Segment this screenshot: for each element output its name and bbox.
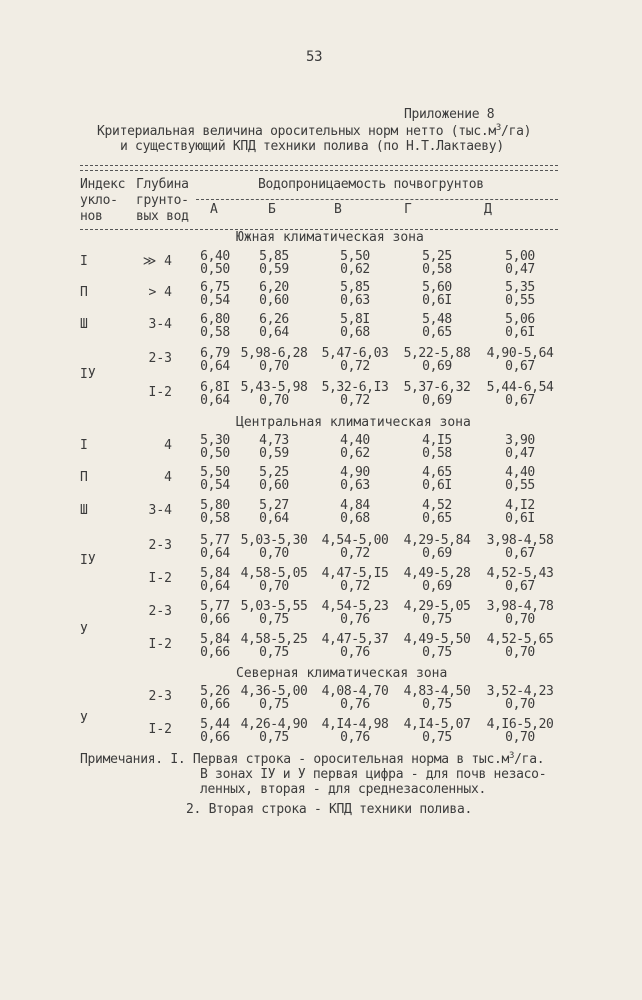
appendix-label: Приложение 8 [404,107,495,122]
cell-kpd: 0,75 [259,697,289,712]
cell-norm: 4,I4-4,98 [321,717,389,732]
cell-kpd: 0,58 [200,511,230,526]
cell-norm: 5,84 [200,566,230,581]
cell-kpd: 0,59 [259,262,289,277]
cell-kpd: 0,62 [340,262,370,277]
cell-kpd: 0,76 [340,697,370,712]
notes-line2: В зонах IУ и У первая цифра - для почв незасо- [200,767,547,782]
header-depth-3: вых вод [136,209,189,224]
header-index-2: укло- [80,193,118,208]
column-v: В [334,202,342,217]
header-depth-1: Глубина [136,177,189,192]
cell-kpd: 0,63 [340,478,370,493]
cell-norm: 4,83-4,50 [403,684,471,699]
cell-kpd: 0,70 [505,645,535,660]
cell-norm: 4,90 [340,465,370,480]
column-g: Г [404,202,412,217]
cell-kpd: 0,63 [340,293,370,308]
notes-line3: ленных, вторая - для среднезасоленных. [200,782,487,797]
column-d: Д [484,202,492,217]
cell-norm: 4,I5 [422,433,452,448]
cell-kpd: 0,67 [505,579,535,594]
zone-title: Северная климатическая зона [236,666,448,681]
cell-kpd: 0,76 [340,645,370,660]
cell-norm: 4,26-4,90 [240,717,308,732]
cell-kpd: 0,75 [422,730,452,745]
notes-text-end: /га. [514,752,545,767]
cell-kpd: 0,64 [200,546,230,561]
cell-kpd: 0,70 [259,359,289,374]
cell-kpd: 0,69 [422,579,452,594]
row-depth: 4 [164,438,172,453]
cell-norm: 5,84 [200,632,230,647]
cell-norm: 4,I4-5,07 [403,717,471,732]
row-depth: I-2 [148,571,172,586]
cell-norm: 4,54-5,23 [321,599,389,614]
cell-norm: 5,03-5,55 [240,599,308,614]
cell-norm: 5,77 [200,599,230,614]
cell-norm: 5,80 [200,498,230,513]
cell-kpd: 0,6I [422,293,452,308]
top-rule-1 [80,165,558,166]
cell-kpd: 0,64 [200,579,230,594]
cell-norm: 6,26 [259,312,289,327]
cell-kpd: 0,75 [422,612,452,627]
title-text: Критериальная величина оросительных норм нетто (тыс.м [97,124,496,139]
row-depth: 3-4 [148,317,172,332]
group-index-label: IУ [80,367,96,382]
group-index-label: У [80,623,88,638]
cell-norm: 5,30 [200,433,230,448]
cell-norm: 5,22-5,88 [403,346,471,361]
cell-norm: 4,36-5,00 [240,684,308,699]
cell-norm: 5,06 [505,312,535,327]
cell-kpd: 0,54 [200,293,230,308]
cell-kpd: 0,67 [505,546,535,561]
cell-kpd: 0,64 [200,393,230,408]
cell-kpd: 0,70 [505,730,535,745]
cell-kpd: 0,50 [200,262,230,277]
cell-kpd: 0,75 [259,730,289,745]
cell-kpd: 0,69 [422,359,452,374]
cell-kpd: 0,70 [259,546,289,561]
cell-norm: 6,40 [200,249,230,264]
cell-kpd: 0,64 [259,511,289,526]
cell-kpd: 0,67 [505,393,535,408]
group-index-label: IУ [80,553,96,568]
cell-kpd: 0,69 [422,393,452,408]
cell-kpd: 0,6I [505,511,535,526]
cell-norm: 5,43-5,98 [240,380,308,395]
cell-norm: 4,29-5,05 [403,599,471,614]
row-depth: 2-3 [148,689,172,704]
row-index: П [80,285,88,300]
cell-kpd: 0,70 [259,579,289,594]
cell-kpd: 0,59 [259,446,289,461]
cell-kpd: 0,76 [340,612,370,627]
cell-kpd: 0,47 [505,262,535,277]
cell-norm: 6,20 [259,280,289,295]
notes-superscript: 3 [509,751,515,761]
cell-norm: 5,44-6,54 [486,380,554,395]
cell-kpd: 0,75 [422,645,452,660]
notes-text: Примечания. I. Первая строка - оросительная норма в тыс.м [80,752,510,767]
cell-kpd: 0,75 [259,612,289,627]
header-index-1: Индекс [80,177,126,192]
cell-kpd: 0,67 [505,359,535,374]
row-index: I [80,438,88,453]
cell-kpd: 0,54 [200,478,230,493]
cell-norm: 6,8I [200,380,230,395]
cell-kpd: 0,72 [340,359,370,374]
cell-norm: 4,58-5,25 [240,632,308,647]
cell-kpd: 0,70 [259,393,289,408]
row-depth: I-2 [148,722,172,737]
cell-norm: 5,8I [340,312,370,327]
row-index: Ш [80,317,88,332]
row-depth: ≫ 4 [142,254,172,269]
cell-norm: 6,79 [200,346,230,361]
cell-kpd: 0,76 [340,730,370,745]
cell-kpd: 0,72 [340,579,370,594]
cell-norm: 4,47-5,37 [321,632,389,647]
title-text-end: /га) [501,124,532,139]
cell-norm: 4,I2 [505,498,535,513]
cell-kpd: 0,68 [340,325,370,340]
cell-kpd: 0,55 [505,293,535,308]
cell-norm: 4,52-5,43 [486,566,554,581]
column-b: Б [268,202,276,217]
top-rule-2 [80,170,558,171]
cell-norm: 4,29-5,84 [403,533,471,548]
cell-norm: 5,48 [422,312,452,327]
cell-norm: 5,25 [259,465,289,480]
cell-norm: 4,52-5,65 [486,632,554,647]
cell-norm: 5,47-6,03 [321,346,389,361]
cell-norm: 6,75 [200,280,230,295]
cell-kpd: 0,64 [259,325,289,340]
cell-kpd: 0,58 [200,325,230,340]
cell-norm: 4,84 [340,498,370,513]
cell-norm: 5,35 [505,280,535,295]
row-depth: 2-3 [148,351,172,366]
cell-kpd: 0,66 [200,697,230,712]
cell-kpd: 0,60 [259,293,289,308]
row-index: П [80,470,88,485]
row-index: Ш [80,503,88,518]
header-depth-2: грунто- [136,193,189,208]
column-a: А [210,202,218,217]
cell-norm: 4,40 [505,465,535,480]
header-index-3: нов [80,209,103,224]
cell-kpd: 0,6I [505,325,535,340]
cell-norm: 3,52-4,23 [486,684,554,699]
cell-norm: 4,49-5,50 [403,632,471,647]
cell-norm: 5,25 [422,249,452,264]
cell-kpd: 0,64 [200,359,230,374]
cell-norm: 4,08-4,70 [321,684,389,699]
cell-norm: 5,98-6,28 [240,346,308,361]
cell-norm: 6,80 [200,312,230,327]
cell-kpd: 0,55 [505,478,535,493]
page-number: 53 [306,49,323,65]
row-index: I [80,254,88,269]
cell-norm: 5,32-6,I3 [321,380,389,395]
cell-kpd: 0,69 [422,546,452,561]
cell-norm: 4,73 [259,433,289,448]
cell-norm: 4,49-5,28 [403,566,471,581]
cell-norm: 4,I6-5,20 [486,717,554,732]
cell-kpd: 0,58 [422,446,452,461]
cell-kpd: 0,60 [259,478,289,493]
notes-line4: 2. Вторая строка - КПД техники полива. [186,802,473,817]
cell-kpd: 0,66 [200,645,230,660]
row-depth: 4 [164,470,172,485]
title-superscript: 3 [495,123,502,133]
cell-norm: 3,90 [505,433,535,448]
row-depth: I-2 [148,385,172,400]
cell-norm: 4,40 [340,433,370,448]
cell-kpd: 0,47 [505,446,535,461]
cell-norm: 5,03-5,30 [240,533,308,548]
cell-kpd: 0,62 [340,446,370,461]
cell-norm: 4,54-5,00 [321,533,389,548]
cell-norm: 5,60 [422,280,452,295]
cell-kpd: 0,68 [340,511,370,526]
zone-title: Южная климатическая зона [236,230,424,245]
cell-norm: 4,65 [422,465,452,480]
cell-kpd: 0,72 [340,393,370,408]
table-title-line1 [97,125,531,140]
cell-norm: 5,44 [200,717,230,732]
cell-kpd: 0,70 [505,697,535,712]
cell-norm: 5,50 [200,465,230,480]
cell-kpd: 0,75 [422,697,452,712]
cell-norm: 3,98-4,58 [486,533,554,548]
row-depth: 2-3 [148,604,172,619]
header-permeability: Водопроницаемость почвогрунтов [258,177,484,192]
cell-norm: 4,47-5,I5 [321,566,389,581]
cell-kpd: 0,65 [422,325,452,340]
cell-norm: 5,00 [505,249,535,264]
cell-norm: 5,50 [340,249,370,264]
table-title-line2: и существующий КПД техники полива (по Н.Т.Лактаеву) [120,139,504,154]
cell-norm: 3,98-4,78 [486,599,554,614]
cell-norm: 4,90-5,64 [486,346,554,361]
cell-kpd: 0,72 [340,546,370,561]
cell-norm: 5,85 [340,280,370,295]
cell-norm: 4,58-5,05 [240,566,308,581]
row-depth: 3-4 [148,503,172,518]
cell-kpd: 0,70 [505,612,535,627]
zone-title: Центральная климатическая зона [236,415,471,430]
cell-norm: 5,77 [200,533,230,548]
row-depth: > 4 [148,285,172,300]
header-rule [196,199,558,200]
cell-norm: 5,27 [259,498,289,513]
cell-norm: 5,26 [200,684,230,699]
row-depth: I-2 [148,637,172,652]
cell-kpd: 0,50 [200,446,230,461]
cell-kpd: 0,58 [422,262,452,277]
cell-kpd: 0,75 [259,645,289,660]
cell-norm: 4,52 [422,498,452,513]
cell-kpd: 0,66 [200,612,230,627]
cell-kpd: 0,6I [422,478,452,493]
cell-kpd: 0,65 [422,511,452,526]
cell-kpd: 0,66 [200,730,230,745]
row-depth: 2-3 [148,538,172,553]
group-index-label: У [80,712,88,727]
cell-norm: 5,37-6,32 [403,380,471,395]
cell-norm: 5,85 [259,249,289,264]
